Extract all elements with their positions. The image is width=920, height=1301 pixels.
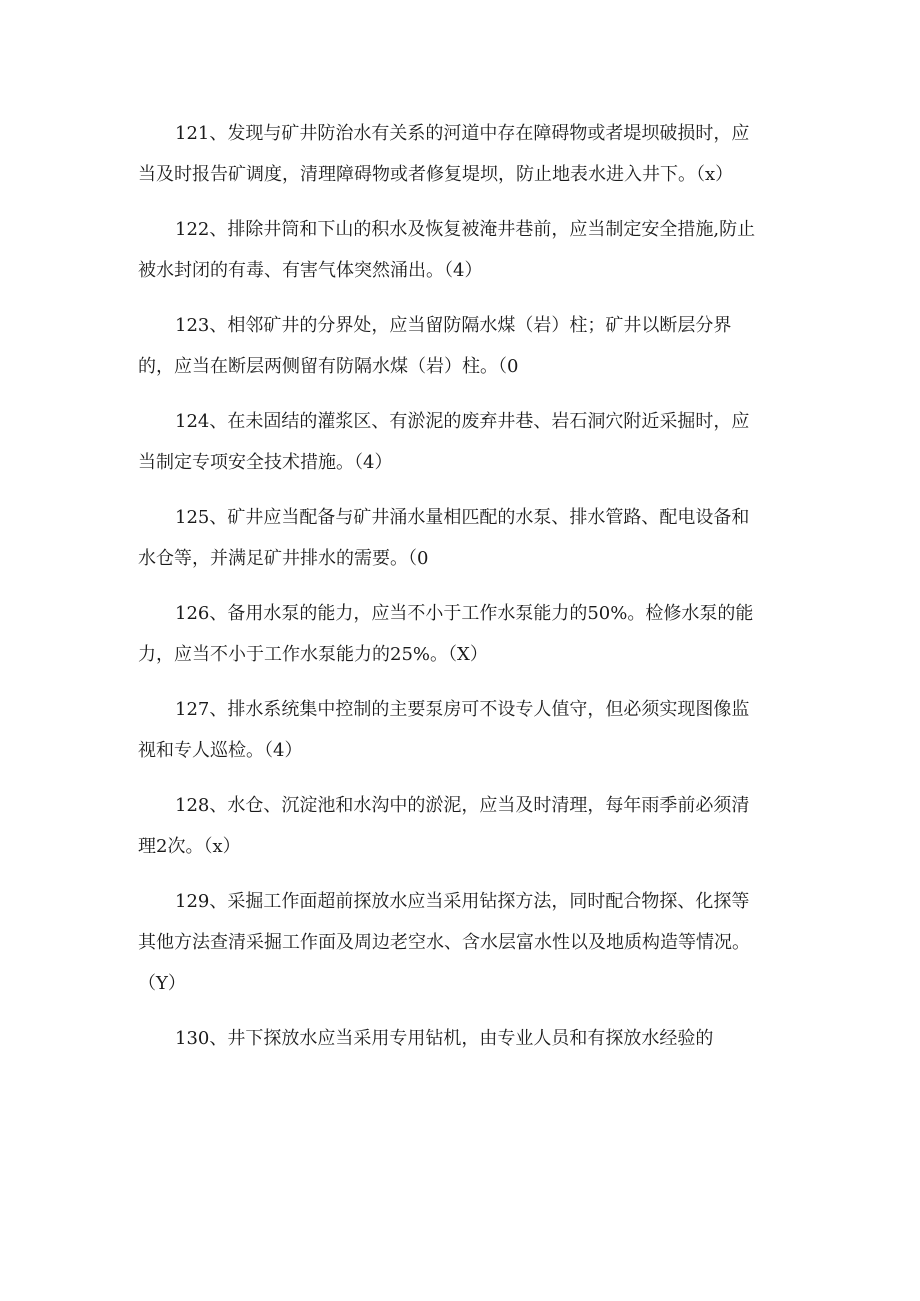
question-item-128: [138, 785, 788, 867]
text-line: 当及时报告矿调度，清理障碍物或者修复堤坝，防止地表水进入井下。（x）: [138, 164, 734, 185]
text-line: 力，应当不小于工作水泵能力的25%。（X）: [138, 644, 488, 665]
question-item-129: [138, 881, 788, 1004]
text-line: 127、排水系统集中控制的主要泵房可不设专人值守，但必须实现图像监: [175, 699, 750, 720]
question-item-126: [138, 593, 788, 675]
text-line: 124、在未固结的灌浆区、有淤泥的废弃井巷、岩石洞穴附近采掘时，应: [175, 411, 750, 432]
question-item-127: [138, 689, 788, 771]
text-line: 被水封闭的有毒、有害气体突然涌出。（4）: [138, 260, 483, 281]
question-item-123: [138, 305, 788, 387]
text-line: 125、矿井应当配备与矿井涌水量相匹配的水泵、排水管路、配电设备和: [175, 507, 750, 528]
text-line: 130、井下探放水应当采用专用钻机，由专业人员和有探放水经验的: [175, 1028, 714, 1049]
text-line: 126、备用水泵的能力，应当不小于工作水泵能力的50%。检修水泵的能: [175, 603, 754, 624]
text-line: 其他方法查清采掘工作面及周边老空水、含水层富水性以及地质构造等情况。: [138, 932, 750, 953]
question-item-130: [138, 1018, 788, 1059]
text-line: 视和专人巡检。（4）: [138, 740, 303, 761]
text-line: 128、水仓、沉淀池和水沟中的淤泥，应当及时清理，每年雨季前必须清: [175, 795, 750, 816]
document-body: [138, 113, 788, 1073]
text-line: 当制定专项安全技术措施。（4）: [138, 452, 393, 473]
text-line: 121、发现与矿井防治水有关系的河道中存在障碍物或者堤坝破损时，应: [175, 123, 750, 144]
text-line: 水仓等，并满足矿井排水的需要。（0: [138, 548, 429, 569]
question-item-121: [138, 113, 788, 195]
question-item-125: [138, 497, 788, 579]
text-line: 的，应当在断层两侧留有防隔水煤（岩）柱。（0: [138, 356, 519, 377]
text-line: 129、采掘工作面超前探放水应当采用钻探方法，同时配合物探、化探等: [175, 891, 750, 912]
text-line: 理2次。（x）: [138, 836, 241, 857]
text-line: 122、排除井筒和下山的积水及恢复被淹井巷前，应当制定安全措施,防止: [175, 219, 756, 240]
question-item-122: [138, 209, 788, 291]
text-line: 123、相邻矿井的分界处，应当留防隔水煤（岩）柱；矿井以断层分界: [175, 315, 732, 336]
question-item-124: [138, 401, 788, 483]
text-line: （Y）: [138, 973, 186, 994]
